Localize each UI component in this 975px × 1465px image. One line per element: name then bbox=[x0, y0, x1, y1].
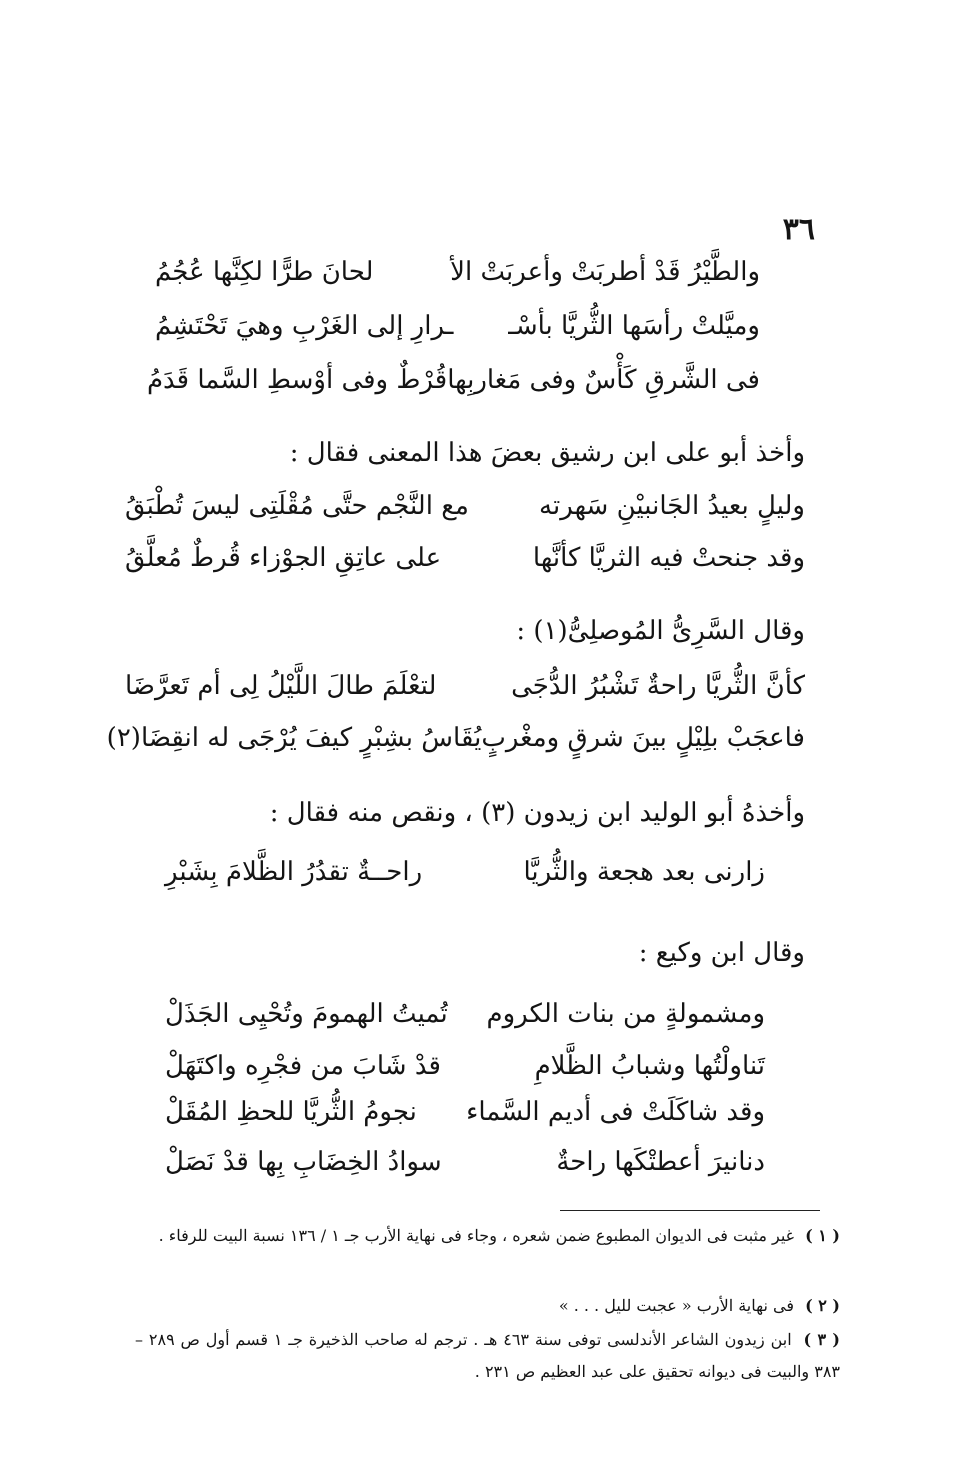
verse-first-hemistich: وميَّلتْ رأسَها الثُّريَّا بأسْـ bbox=[508, 311, 760, 341]
section-intro: وقال السَّرِىُّ المُوصلِىُّ(١) : bbox=[516, 616, 805, 646]
verse-first-hemistich: وقد شاكَلَتْ فى أديم السَّماء bbox=[466, 1097, 765, 1127]
verse-line bbox=[155, 304, 760, 348]
footnote-number: ( ١ ) bbox=[805, 1226, 840, 1245]
verse-line bbox=[165, 850, 765, 894]
verse-first-hemistich: زارنى بعد هجعة والثُّريَّا bbox=[523, 857, 765, 887]
verse-second-hemistich: على عاتِقِ الجوْزاء قُرطٌ مُعلَّقُ bbox=[125, 543, 442, 573]
verse-line bbox=[125, 484, 805, 528]
verse-second-hemistich: تُميتُ الهمومَ وتُحْيِى الجَذَلْ bbox=[165, 999, 448, 1029]
footnote bbox=[135, 1324, 840, 1388]
verse-second-hemistich: قُرْطٌ وفى أوْسطِ السَّما قَدَمُ bbox=[146, 365, 448, 395]
footnote-separator bbox=[560, 1210, 820, 1211]
verse-second-hemistich: راحــةٌ تقدُرُ الظَّلامَ بِشَبْرِ bbox=[165, 857, 423, 887]
verse-line bbox=[165, 1044, 765, 1088]
verse-line bbox=[146, 358, 760, 402]
footnote-text: فى نهاية الأرب « عجبت لليل . . . » bbox=[558, 1296, 795, 1315]
footnote-number: ( ٣ ) bbox=[803, 1330, 840, 1349]
section-intro: وأخذهُ أبو الوليد ابن زيدون (٣) ، ونقص منه فقال : bbox=[269, 798, 805, 828]
verse-line bbox=[125, 536, 805, 580]
verse-first-hemistich: دنانيرَ أعطتْكَها راحةٌ bbox=[556, 1147, 765, 1177]
verse-second-hemistich: يُقَاسُ بشِبْرٍ كيفَ يُرْجَى له انقِضَا(٢) bbox=[106, 723, 482, 753]
verse-line bbox=[165, 1090, 765, 1134]
verse-line bbox=[155, 250, 760, 294]
page-number: ٣٦ bbox=[782, 212, 815, 247]
footnote-text: ابن زيدون الشاعر الأندلسى توفى سنة ٤٦٣ هـ . ترجم له صاحب الذخيرة جـ ١ قسم أول ص ٢٨٩ – ٣٨٣ والبيت فى ديوانه تحقيق على عبد العظيم ص ٢٣١ . bbox=[135, 1330, 840, 1381]
verse-first-hemistich: تَناولْتُها وشبابُ الظَّلامِ bbox=[534, 1051, 765, 1081]
verse-first-hemistich: ومشمولةٍ من بنات الكروم bbox=[486, 999, 765, 1029]
verse-first-hemistich: كأنَّ الثُّريَّا راحةٌ تَشْبُرُ الدُّجَى bbox=[511, 671, 805, 701]
footnote-text: غير مثبت فى الديوان المطبوع ضمن شعره ، وجاء فى نهاية الأرب جـ ١ / ١٣٦ نسبة البيت للرفاء . bbox=[158, 1226, 795, 1245]
verse-second-hemistich: لتعْلَمَ طالَ اللَّيْلُ لِى أم تَعرَّضَا bbox=[125, 671, 437, 701]
verse-line bbox=[125, 664, 805, 708]
footnote bbox=[135, 1220, 840, 1252]
verse-second-hemistich: قدْ شَابَ من فجْرِه واكتَهَلْ bbox=[165, 1051, 441, 1081]
verse-first-hemistich: والطَّيْرُ قَدْ أطربَتْ وأعربَتْ الأ bbox=[450, 257, 760, 287]
verse-first-hemistich: فاعجَبْ بلِيْلٍ بينَ شرقٍ ومغْربٍ bbox=[481, 723, 805, 753]
verse-second-hemistich: مع النَّجْم حتَّى مُقْلَتِى ليسَ تُطْبَقُ bbox=[125, 491, 469, 521]
verse-second-hemistich: ـرارِ إلى الغَرْبِ وهيَ تَحْتَشِمُ bbox=[155, 311, 454, 341]
verse-line bbox=[165, 992, 765, 1036]
verse-second-hemistich: سوادُ الخِضَابِ بِها قدْ نَصَلْ bbox=[165, 1147, 442, 1177]
verse-first-hemistich: وقد جنحتْ فيه الثريَّا كأنَّها bbox=[532, 543, 805, 573]
footnote bbox=[135, 1290, 840, 1322]
footnote-number: ( ٢ ) bbox=[805, 1296, 840, 1315]
verse-line bbox=[106, 716, 805, 760]
verse-line bbox=[165, 1140, 765, 1184]
verse-second-hemistich: لحانَ طرًّا لكِنَّها عُجُمُ bbox=[155, 257, 374, 287]
verse-first-hemistich: وليلٍ بعيدُ الجَانبيْنِ سَهرته bbox=[539, 491, 805, 521]
verse-first-hemistich: فى الشَّرقِ كَأْسٌ وفى مَغاربِها bbox=[447, 365, 760, 395]
section-intro: وأخذ أبو على ابن رشيق بعضَ هذا المعنى فقال : bbox=[289, 438, 805, 468]
section-intro: وقال ابن وكيع : bbox=[638, 938, 805, 968]
verse-second-hemistich: نجومُ الثُّريَّا للحظِ المُقَلْ bbox=[165, 1097, 417, 1127]
